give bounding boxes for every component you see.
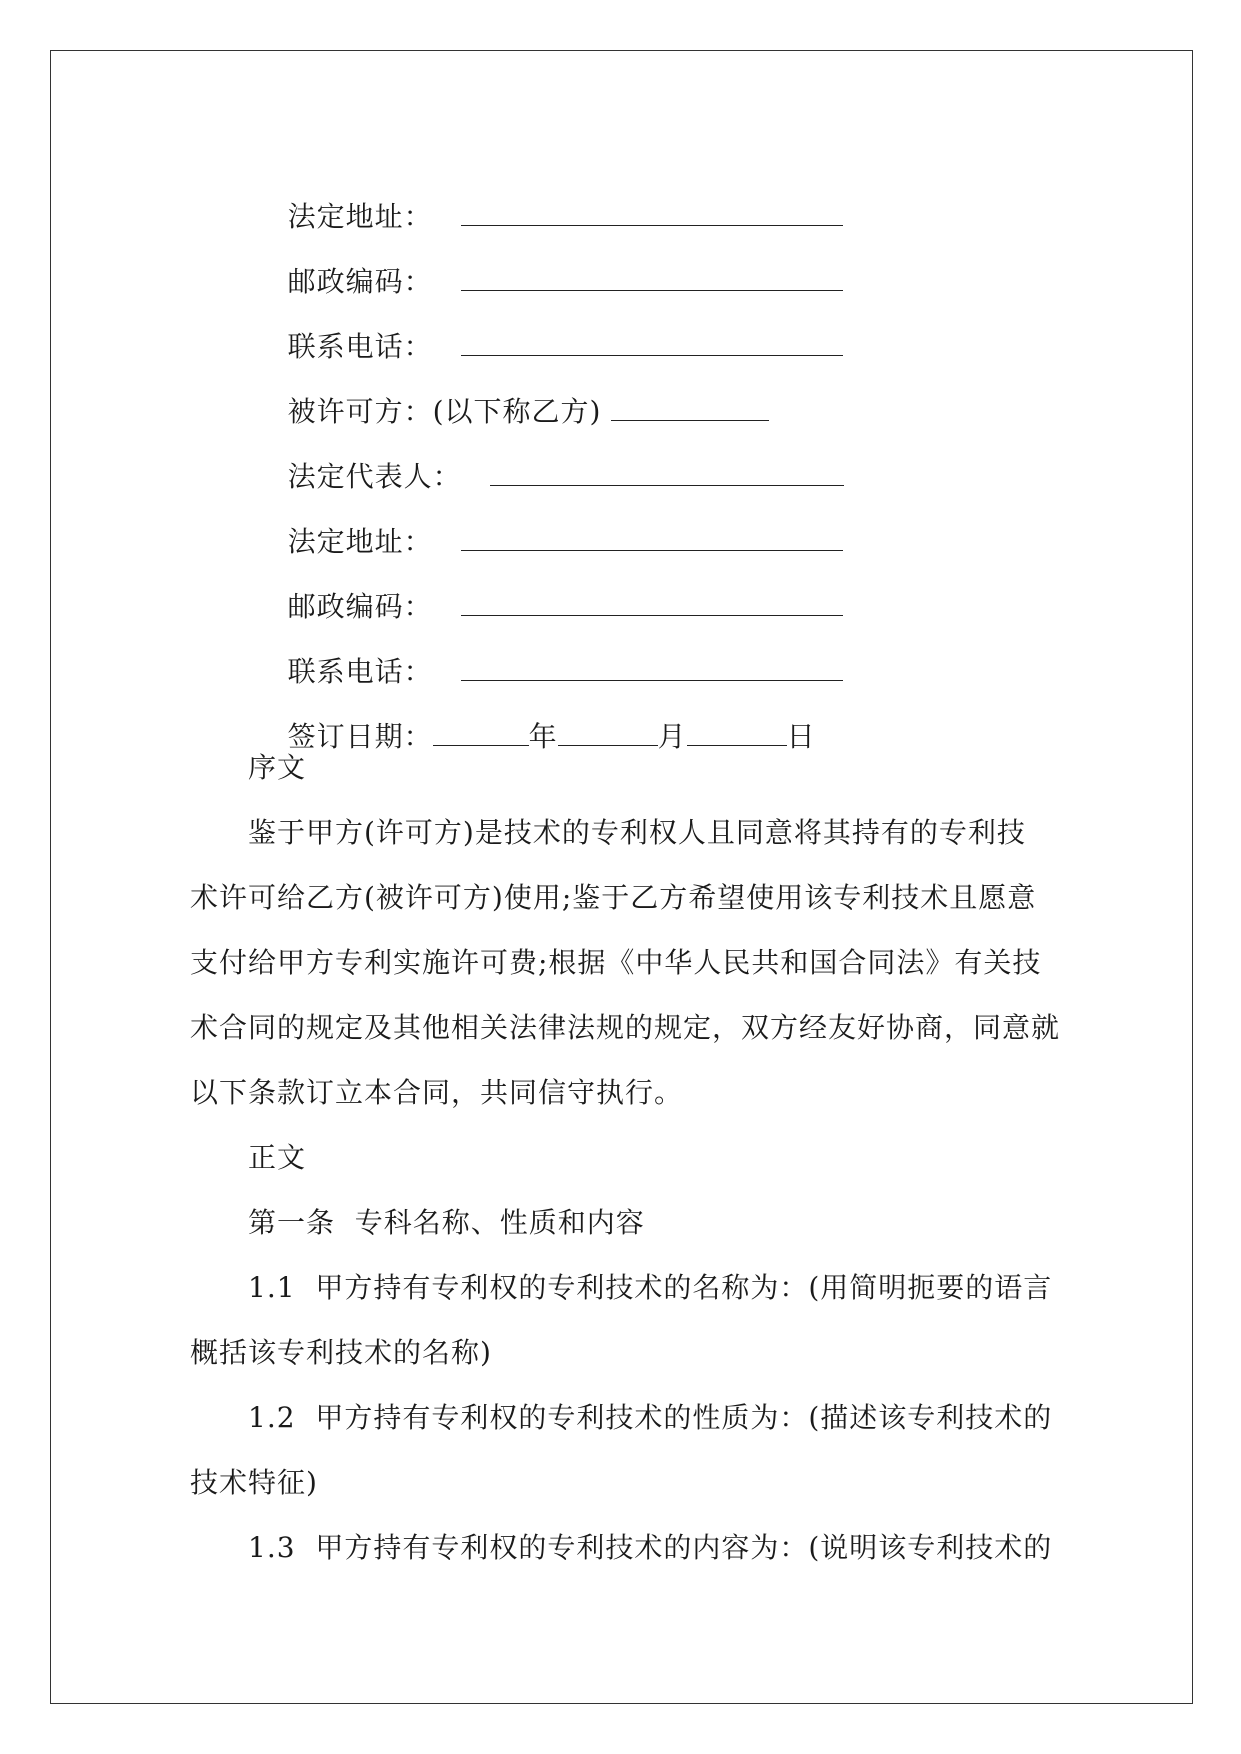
article-1-title: 第一条 专科名称、性质和内容 bbox=[248, 1206, 645, 1239]
rep-label: 法定代表人： bbox=[287, 460, 462, 493]
address-label: 法定地址： bbox=[287, 525, 433, 558]
preface-line: 支付给甲方专利实施许可费;根据《中华人民共和国合同法》有关技 bbox=[190, 946, 1042, 979]
licensee-blank[interactable] bbox=[611, 398, 769, 421]
preface-line: 术许可给乙方(被许可方)使用;鉴于乙方希望使用该专利技术且愿意 bbox=[190, 881, 1037, 914]
preface-line: 术合同的规定及其他相关法律法规的规定，双方经友好协商，同意就 bbox=[190, 1011, 1061, 1044]
clause-1-1-cont: 概括该专利技术的名称) bbox=[190, 1336, 492, 1369]
month-blank[interactable] bbox=[558, 723, 658, 746]
address-label: 法定地址： bbox=[287, 200, 433, 233]
month-unit: 月 bbox=[657, 720, 687, 753]
preface-line: 以下条款订立本合同，共同信守执行。 bbox=[190, 1076, 684, 1109]
postcode-label: 邮政编码： bbox=[287, 265, 433, 298]
rep-blank[interactable] bbox=[490, 463, 844, 486]
phone-blank[interactable] bbox=[461, 333, 843, 356]
year-unit: 年 bbox=[528, 720, 558, 753]
postcode-blank[interactable] bbox=[461, 593, 843, 616]
day-unit: 日 bbox=[786, 720, 816, 753]
phone-label: 联系电话： bbox=[287, 330, 433, 363]
address-blank[interactable] bbox=[461, 528, 843, 551]
year-blank[interactable] bbox=[433, 723, 529, 746]
clause-1-2: 1.2 甲方持有专利权的专利技术的性质为：(描述该专利技术的 bbox=[248, 1401, 1053, 1434]
preface-heading: 序文 bbox=[248, 751, 307, 784]
clause-1-1: 1.1 甲方持有专利权的专利技术的名称为：(用简明扼要的语言 bbox=[248, 1271, 1053, 1304]
address-blank[interactable] bbox=[461, 203, 843, 226]
postcode-label: 邮政编码： bbox=[287, 590, 433, 623]
licensee-heading: 被许可方：(以下称乙方) bbox=[287, 395, 602, 428]
sign-date-row bbox=[248, 686, 816, 788]
day-blank[interactable] bbox=[687, 723, 787, 746]
sign-date-label: 签订日期： bbox=[287, 720, 433, 753]
body-heading: 正文 bbox=[248, 1141, 307, 1174]
preface-line: 鉴于甲方(许可方)是技术的专利权人且同意将其持有的专利技 bbox=[248, 816, 1026, 849]
postcode-blank[interactable] bbox=[461, 268, 843, 291]
phone-label: 联系电话： bbox=[287, 655, 433, 688]
phone-blank[interactable] bbox=[461, 658, 843, 681]
clause-1-3: 1.3 甲方持有专利权的专利技术的内容为：(说明该专利技术的 bbox=[248, 1531, 1053, 1564]
clause-1-2-cont: 技术特征) bbox=[190, 1466, 318, 1499]
